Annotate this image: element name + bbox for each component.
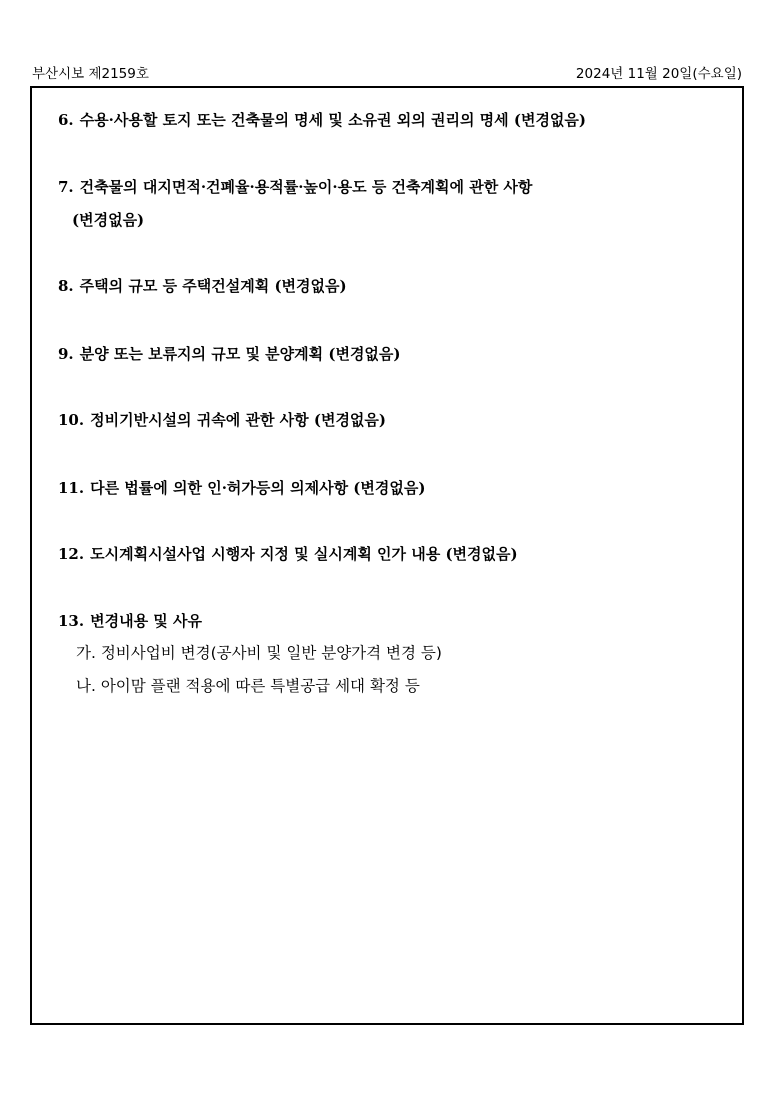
item-text: 다른 법률에 의한 인·허가등의 의제사항 (변경없음) — [90, 479, 426, 497]
item-number: 12. — [58, 545, 85, 563]
item-number: 6. — [58, 111, 74, 129]
item-number: 13. — [58, 612, 85, 630]
item-12 — [58, 542, 518, 566]
item-text: 도시계획시설사업 시행자 지정 및 실시계획 인가 내용 (변경없음) — [90, 545, 518, 563]
item-8 — [58, 274, 347, 298]
item-number: 8. — [58, 277, 74, 295]
sub-item-ga: 가. 정비사업비 변경(공사비 및 일반 분양가격 변경 등) — [76, 644, 442, 662]
item-13 — [58, 609, 202, 633]
item-text: 변경내용 및 사유 — [90, 612, 202, 630]
item-number: 10. — [58, 411, 85, 429]
item-10 — [58, 408, 386, 432]
item-text: 건축물의 대지면적·건폐율·용적률·높이·용도 등 건축계획에 관한 사항 — [79, 178, 533, 196]
item-7 — [58, 175, 532, 199]
item-7-continuation: (변경없음) — [72, 211, 145, 229]
item-11 — [58, 476, 425, 500]
item-number: 11. — [58, 479, 85, 497]
item-text: 주택의 규모 등 주택건설계획 (변경없음) — [79, 277, 347, 295]
item-9 — [58, 342, 401, 366]
item-number: 7. — [58, 178, 74, 196]
item-text: 분양 또는 보류지의 규모 및 분양계획 (변경없음) — [79, 345, 401, 363]
item-text: 수용·사용할 토지 또는 건축물의 명세 및 소유권 외의 권리의 명세 (변경없음) — [79, 111, 587, 129]
sub-item-na: 나. 아이맘 플랜 적용에 따른 특별공급 세대 확정 등 — [76, 677, 420, 695]
content-box — [30, 86, 744, 1025]
item-number: 9. — [58, 345, 74, 363]
item-6 — [58, 108, 586, 132]
publication-date: 2024년 11월 20일(수요일) — [575, 66, 742, 82]
publication-issue: 부산시보 제2159호 — [32, 66, 149, 82]
page-header — [32, 64, 742, 84]
item-text: 정비기반시설의 귀속에 관한 사항 (변경없음) — [90, 411, 387, 429]
